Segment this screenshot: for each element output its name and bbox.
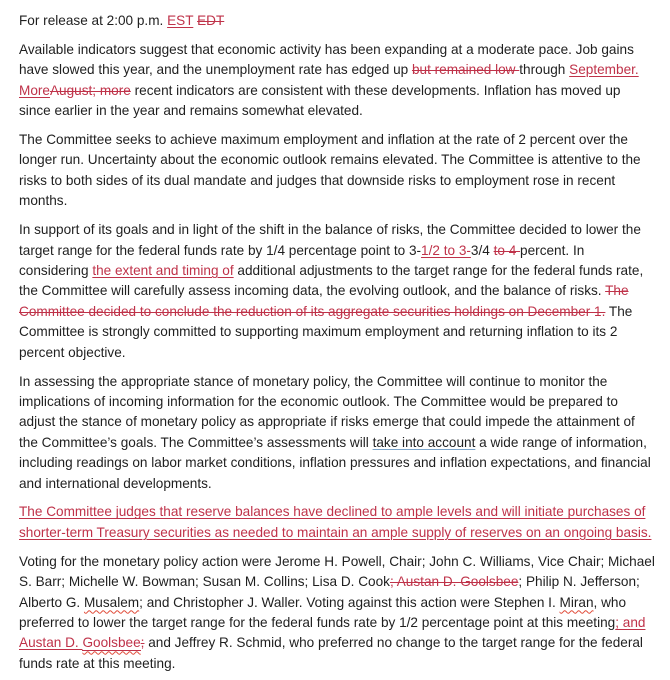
text-run: additional adjustments to the target range for the federal funds rate, the Committee will carefully assess incoming data, the evolving outlook, and the balance of risks. bbox=[19, 262, 644, 299]
paragraph bbox=[19, 372, 655, 494]
inserted-text: 1/2 to 3- bbox=[421, 242, 471, 258]
deleted-text: ; bbox=[140, 635, 145, 651]
paragraph bbox=[19, 40, 655, 122]
inserted-text: ; and Austan D. bbox=[19, 614, 646, 651]
paragraph bbox=[19, 130, 655, 212]
text-run: ; and Christopher J. Waller. Voting against this action were Stephen I. bbox=[139, 594, 560, 610]
inserted-misspelled-word: Goolsbee bbox=[82, 635, 141, 651]
text-run: a wide range of information, including readings on labor market conditions, inflation pressures and inflation expectations, and financial and international developments. bbox=[19, 434, 651, 491]
paragraph bbox=[19, 11, 655, 31]
text-run: In support of its goals and in light of the shift in the balance of risks, the Committee decided to lower the target range for the federal funds rate by 1/4 percentage point to 3- bbox=[19, 222, 641, 258]
inserted-text: September. More bbox=[19, 62, 639, 98]
format-changed-text: take into account bbox=[372, 434, 476, 450]
text-run: percent. In considering bbox=[19, 242, 585, 278]
text-run: In assessing the appropriate stance of monetary policy, the Committee will continue to monitor the implications of incoming information for the economic outlook. The Committee would be prepared to adjust the stance of monetary policy as appropriate if risks emerge that could impede the attainment of the Committee’s goals. The Committee’s assessments will bbox=[19, 373, 635, 450]
deleted-text: The Committee decided to conclude the reduction of its aggregate securities holdings on December 1. bbox=[19, 283, 629, 319]
text-run: and Jeffrey R. Schmid, who preferred no change to the target range for the federal funds rate at this meeting. bbox=[19, 635, 643, 671]
text-run: For release at 2:00 p.m. bbox=[19, 13, 168, 28]
text-run: Voting for the monetary policy action were Jerome H. Powell, Chair; John C. Williams, Vice Chair; Michael S. Barr; Michelle W. Bowman; Susan M. Collins; Lisa D. Cook bbox=[19, 553, 655, 590]
misspelled-word: Miran bbox=[559, 594, 594, 610]
paragraph bbox=[19, 220, 655, 363]
paragraph bbox=[19, 552, 655, 674]
text-run: The Committee seeks to achieve maximum employment and inflation at the rate of 2 percent over the longer run. Uncertainty about the economic outlook remains elevated. The Committee is attentive to the risks to both sides of its dual mandate and judges that downside risks to employment rose in recent months. bbox=[19, 132, 641, 209]
text-run: Available indicators suggest that economic activity has been expanding at a moderate pace. Job gains have slowed this year, and the unemployment rate has edged up bbox=[19, 41, 634, 78]
text-run: recent indicators are consistent with these developments. Inflation has moved up since earlier in the year and remains somewhat elevated. bbox=[19, 82, 621, 119]
text-run: through bbox=[519, 62, 570, 78]
text-run: The Committee is strongly committed to supporting maximum employment and returning inflation to its 2 percent objective. bbox=[19, 303, 633, 360]
deleted-text: August; more bbox=[49, 82, 131, 98]
text-run: , who preferred to lower the target range for the federal funds rate by 1/2 percentage point at this meeting bbox=[19, 594, 627, 630]
deleted-text: to 4 bbox=[493, 242, 521, 258]
misspelled-word: Musalem bbox=[83, 594, 140, 610]
inserted-text: EST bbox=[167, 13, 194, 28]
deleted-text: EDT bbox=[197, 13, 225, 28]
text-run: 3/4 bbox=[470, 242, 494, 258]
paragraph bbox=[19, 502, 655, 543]
text-run: ; Philip N. Jefferson; Alberto G. bbox=[19, 574, 640, 610]
inserted-text: the extent and timing of bbox=[92, 262, 234, 278]
inserted-text: The Committee judges that reserve balances have declined to ample levels and will initiate purchases of shorter-term Treasury securities as needed to maintain an ample supply of reserves on an ongoing basis. bbox=[19, 504, 652, 540]
deleted-text: but remained low bbox=[411, 62, 520, 78]
deleted-text: ; Austan D. Goolsbee bbox=[389, 574, 519, 590]
document-body bbox=[19, 11, 655, 674]
